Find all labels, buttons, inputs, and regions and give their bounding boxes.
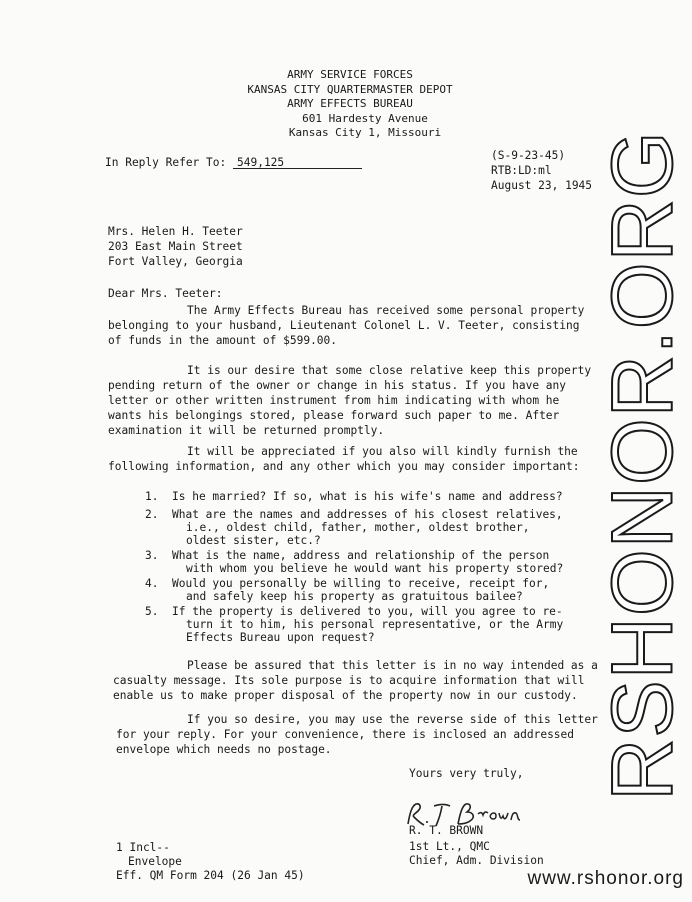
- watermark-vertical: [588, 95, 692, 835]
- question-line: and safely keep his property as gratuitous bailee?: [186, 590, 523, 603]
- letter-date: August 23, 1945: [491, 179, 593, 192]
- watermark-text: RSHONOR.ORG: [594, 129, 691, 801]
- question-line: What is the name, address and relationship of the person: [172, 549, 550, 562]
- addressee-street: 203 East Main Street: [108, 240, 243, 253]
- reference-code-1: (S-9-23-45): [491, 149, 566, 162]
- enclosure-count: 1 Incl--: [116, 841, 170, 854]
- addressee-name: Mrs. Helen H. Teeter: [108, 225, 243, 238]
- para4-line: Please be assured that this letter is in no way intended as a: [187, 659, 598, 672]
- para4-line: enable us to make proper disposal of the property now in our custody.: [113, 689, 578, 702]
- reference-line: [105, 157, 362, 169]
- para4-line: casualty message. Its sole purpose is to acquire information that will: [113, 674, 585, 687]
- question-line: Effects Bureau upon request?: [186, 631, 375, 644]
- para2-line: pending return of the owner or change in his status. If you have any: [108, 379, 567, 392]
- para3-line: It will be appreciated if you also will kindly furnish the: [187, 445, 578, 458]
- letterhead-line-1: ARMY SERVICE FORCES: [287, 68, 413, 81]
- closing: Yours very truly,: [409, 767, 524, 780]
- watermark-url: www.rshonor.org: [527, 868, 684, 889]
- salutation: Dear Mrs. Teeter:: [108, 287, 223, 300]
- signer-title: Chief, Adm. Division: [409, 854, 544, 867]
- question-number: 1.: [145, 490, 159, 503]
- question-line: with whom you believe he would want his property stored?: [186, 562, 564, 575]
- reference-label: In Reply Refer To:: [105, 156, 227, 169]
- para1-line: of funds in the amount of $599.00.: [108, 334, 338, 347]
- question-line: Would you personally be willing to receive, receipt for,: [172, 577, 550, 590]
- question-number: 2.: [145, 508, 159, 521]
- para2-line: wants his belongings stored, please forward such paper to me. After: [108, 409, 560, 422]
- para2-line: It is our desire that some close relative keep this property: [187, 364, 592, 377]
- para5-line: If you so desire, you may use the reverse side of this letter: [187, 713, 598, 726]
- signer-name: R. T. BROWN: [409, 824, 484, 837]
- para2-line: letter or other written instrument from him indicating with whom he: [108, 394, 560, 407]
- para5-line: for your reply. For your convenience, there is inclosed an addressed: [116, 728, 575, 741]
- para5-line: envelope which needs no postage.: [116, 743, 332, 756]
- question-line: turn it to him, his personal representative, or the Army: [186, 618, 564, 631]
- para1-line: belonging to your husband, Lieutenant Colonel L. V. Teeter, consisting: [108, 319, 580, 332]
- letterhead-line-2: KANSAS CITY QUARTERMASTER DEPOT: [247, 83, 453, 96]
- question-line: What are the names and addresses of his closest relatives,: [172, 508, 563, 521]
- letterhead-line-5: Kansas City 1, Missouri: [288, 126, 442, 139]
- letterhead-line-3: ARMY EFFECTS BUREAU: [287, 97, 413, 110]
- enclosure-item: Envelope: [128, 855, 182, 868]
- enclosure-form: Eff. QM Form 204 (26 Jan 45): [116, 869, 305, 882]
- addressee-city: Fort Valley, Georgia: [108, 255, 243, 268]
- question-line: If the property is delivered to you, will you agree to re-: [172, 605, 563, 618]
- para2-line: examination it will be returned promptly.: [108, 424, 385, 437]
- signer-rank: 1st Lt., QMC: [409, 840, 490, 853]
- question-line: Is he married? If so, what is his wife's name and address?: [172, 490, 563, 503]
- para3-line: following information, and any other which you may consider important:: [108, 460, 580, 473]
- para1-line: The Army Effects Bureau has received some personal property: [187, 304, 585, 317]
- question-number: 4.: [145, 577, 159, 590]
- question-line: oldest sister, etc.?: [186, 534, 321, 547]
- question-number: 5.: [145, 605, 159, 618]
- letterhead-line-4: 601 Hardesty Avenue: [302, 112, 428, 125]
- question-number: 3.: [145, 549, 159, 562]
- question-line: i.e., oldest child, father, mother, oldest brother,: [186, 521, 530, 534]
- reference-number: 549,125: [233, 157, 362, 169]
- reference-code-2: RTB:LD:ml: [491, 164, 552, 177]
